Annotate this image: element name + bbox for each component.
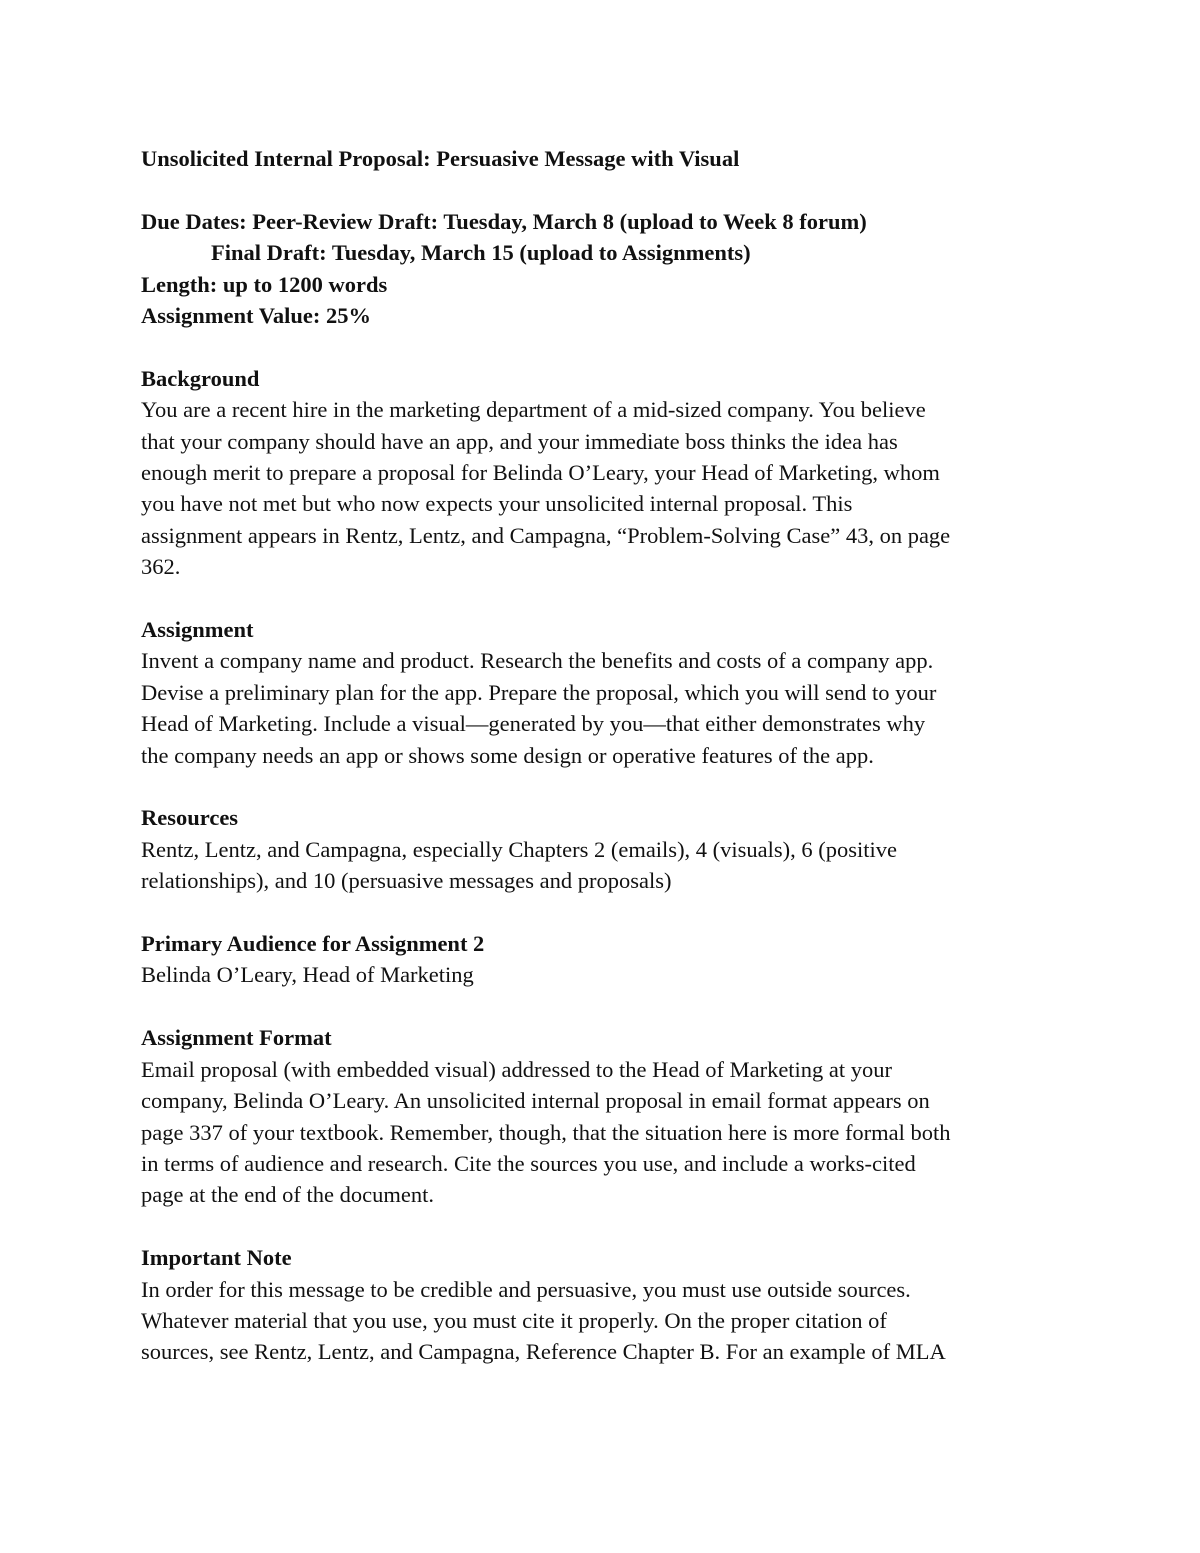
note-line: In order for this message to be credible and persuasive, you must use outside sources. (141, 1276, 911, 1302)
assignment-line: Devise a preliminary plan for the app. Prepare the proposal, which you will send to your (141, 679, 937, 705)
format-line: page 337 of your textbook. Remember, though, that the situation here is more formal both (141, 1119, 951, 1145)
document-title: Unsolicited Internal Proposal: Persuasive Message with Visual (141, 146, 740, 171)
resources-line: relationships), and 10 (persuasive messages and proposals) (141, 868, 672, 894)
background-line: 362. (141, 554, 181, 580)
resources-section (141, 802, 1071, 896)
format-line: Email proposal (with embedded visual) addressed to the Head of Marketing at your (141, 1056, 893, 1082)
spacer (141, 331, 1071, 362)
assignment-value-line: Assignment Value: 25% (141, 303, 372, 329)
spacer (141, 897, 1071, 928)
note-heading: Important Note (141, 1245, 292, 1271)
format-line: page at the end of the document. (141, 1182, 435, 1208)
document-body (141, 143, 1071, 1368)
note-section (141, 1242, 1071, 1368)
note-line: sources, see Rentz, Lentz, and Campagna, Reference Chapter B. For an example of MLA (141, 1339, 946, 1365)
resources-line: Rentz, Lentz, and Campagna, especially Chapters 2 (emails), 4 (visuals), 6 (positive (141, 836, 898, 862)
background-line: enough merit to prepare a proposal for Belinda O’Leary, your Head of Marketing, whom (141, 460, 940, 486)
assignment-line: the company needs an app or shows some design or operative features of the app. (141, 742, 874, 768)
audience-line: Belinda O’Leary, Head of Marketing (141, 962, 474, 988)
length-line: Length: up to 1200 words (141, 271, 388, 297)
assignment-heading: Assignment (141, 617, 254, 643)
background-line: you have not met but who now expects your unsolicited internal proposal. This (141, 491, 853, 517)
note-line: Whatever material that you use, you must cite it properly. On the proper citation of (141, 1307, 887, 1333)
spacer (141, 991, 1071, 1022)
spacer (141, 1211, 1071, 1242)
assignment-line: Head of Marketing. Include a visual—generated by you—that either demonstrates why (141, 711, 926, 737)
final-draft-line: Final Draft: Tuesday, March 15 (upload to Assignments) (211, 240, 751, 266)
assignment-line: Invent a company name and product. Research the benefits and costs of a company app. (141, 648, 934, 674)
spacer (141, 174, 1071, 205)
format-line: in terms of audience and research. Cite the sources you use, and include a works-cited (141, 1150, 916, 1176)
format-section (141, 1022, 1071, 1210)
audience-section (141, 928, 1071, 991)
assignment-section (141, 614, 1071, 771)
format-line: company, Belinda O’Leary. An unsolicited internal proposal in email format appears on (141, 1088, 930, 1114)
resources-heading: Resources (141, 805, 239, 831)
background-heading: Background (141, 365, 260, 391)
background-section (141, 363, 1071, 583)
background-line: assignment appears in Rentz, Lentz, and Campagna, “Problem-Solving Case” 43, on page (141, 522, 951, 548)
format-heading: Assignment Format (141, 1025, 332, 1051)
background-line: that your company should have an app, and your immediate boss thinks the idea has (141, 428, 898, 454)
background-line: You are a recent hire in the marketing department of a mid-sized company. You believe (141, 397, 926, 423)
spacer (141, 583, 1071, 614)
due-dates-line: Due Dates: Peer-Review Draft: Tuesday, March 8 (upload to Week 8 forum) (141, 208, 867, 234)
spacer (141, 771, 1071, 802)
audience-heading: Primary Audience for Assignment 2 (141, 931, 485, 957)
